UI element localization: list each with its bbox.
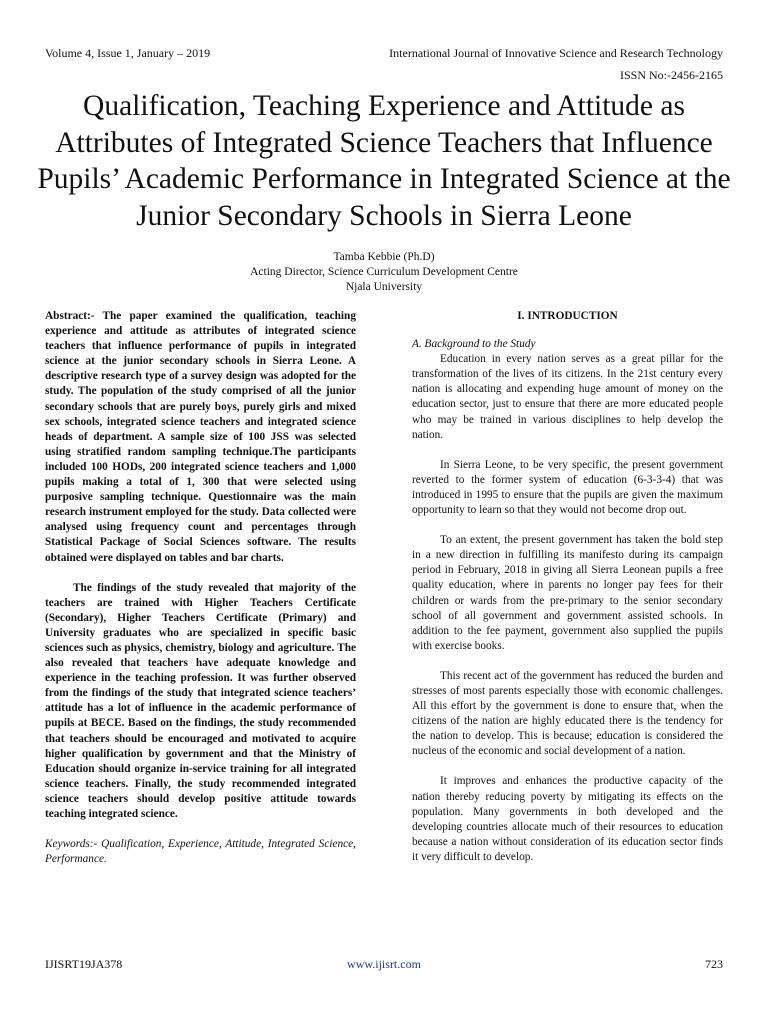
intro-paragraph-1: Education in every nation serves as a great pillar for the transformation of the lives of its citizens. In the 21st century every nation is allocating and expending huge amount of money on the education sector, just to ensure that there are more educated people who may be trained in various disciplines to help develop the nation. bbox=[412, 353, 723, 441]
author-affiliation: Acting Director, Science Curriculum Development Centre bbox=[250, 266, 518, 278]
left-column bbox=[45, 309, 356, 867]
author-name: Tamba Kebbie (Ph.D) bbox=[333, 251, 435, 263]
intro-paragraph-5: It improves and enhances the productive capacity of the nation thereby reducing poverty by mitigating its effects on the population. Many governments in both developed and the developing countries allocate much of their resources to education because a nation without consideration of its education sector finds it very difficult to develop. bbox=[412, 775, 723, 863]
page-number: 723 bbox=[705, 957, 723, 971]
journal-name: International Journal of Innovative Science and Research Technology bbox=[389, 46, 723, 60]
paper-title: Qualification, Teaching Experience and Attitude as Attributes of Integrated Science Teachers that Influence Pupils’ Academic Performance in Integrated Science at the Junior Secondary Schools in Sierra Leone bbox=[37, 90, 731, 232]
issn: ISSN No:-2456-2165 bbox=[619, 68, 723, 82]
right-column bbox=[412, 309, 723, 880]
section-heading-introduction: I. INTRODUCTION bbox=[517, 310, 618, 322]
paper-code: IJISRT19JA378 bbox=[45, 957, 123, 971]
intro-paragraph-2: In Sierra Leone, to be very specific, the present government reverted to the former system of education (6-3-3-4) that was introduced in 1995 to ensure that the pupils are given the maximum opportunity to learn so that they would not become drop out. bbox=[412, 458, 723, 517]
journal-url-link[interactable]: www.ijisrt.com bbox=[347, 957, 421, 971]
author-university: Njala University bbox=[345, 281, 423, 293]
keywords: Keywords:- Qualification, Experience, Attitude, Integrated Science, Performance. bbox=[45, 838, 356, 866]
intro-paragraph-4: This recent act of the government has reduced the burden and stresses of most parents especially those with economic challenges. All this effort by the government is done to ensure that, when the citizens of the nation are highly educated there is the tendency for the nation to develop. This is because; education is considered the nucleus of the economic and social development of a nation. bbox=[412, 669, 723, 758]
author-block bbox=[0, 250, 768, 295]
volume-issue: Volume 4, Issue 1, January – 2019 bbox=[45, 46, 211, 60]
abstract-findings: The findings of the study revealed that majority of the teachers are trained with Higher Teachers Certificate (Secondary), Higher Teachers Certificate (Primary) and University graduates who are specialized in specific basic sciences such as physics, chemistry, biology and agriculture. The also revealed that teachers have adequate knowledge and experience in the teaching profession. It was further observed from the findings of the study that integrated science teachers’ attitude has a lot of influence in the academic performance of pupils at BECE. Based on the findings, the study recommended that teachers should be encouraged and motivated to acquire higher qualification by government and that the Ministry of Education should organize in-service training for all integrated science teachers. Finally, the study recommended integrated science teachers should develop positive attitude towards teaching integrated science. bbox=[45, 581, 356, 820]
intro-paragraph-3: To an extent, the present government has taken the bold step in a new direction in fulfilling its manifesto during its campaign period in February, 2018 in giving all Sierra Leonean pupils a free quality education, where in parents no longer pay fees for their children or wards from the pre-primary to the senior secondary school of all government and government assisted schools. In addition to the fee payment, government also supplied the pupils with exercise books. bbox=[412, 534, 723, 652]
subsection-heading: A. Background to the Study bbox=[412, 338, 536, 351]
abstract: Abstract:- The paper examined the qualification, teaching experience and attitude as attributes of integrated science teachers that influence performance of pupils in integrated science at the junior secondary schools in Sierra Leone. A descriptive research type of a survey design was adopted for the study. The population of the study comprised of all the junior secondary schools that are purely boys, purely girls and mixed sex schools, integrated science teachers and integrated science heads of department. A sample size of 100 JSS was selected using stratified random sampling technique.The participants included 100 HODs, 200 integrated science teachers and 1,000 pupils making a total of 1, 300 that were selected using purposive sampling technique. Questionnaire was the main research instrument employed for the study. Data collected were analysed using frequency count and percentages through Statistical Package of Social Sciences software. The results obtained were displayed on tables and bar charts. bbox=[45, 310, 356, 564]
